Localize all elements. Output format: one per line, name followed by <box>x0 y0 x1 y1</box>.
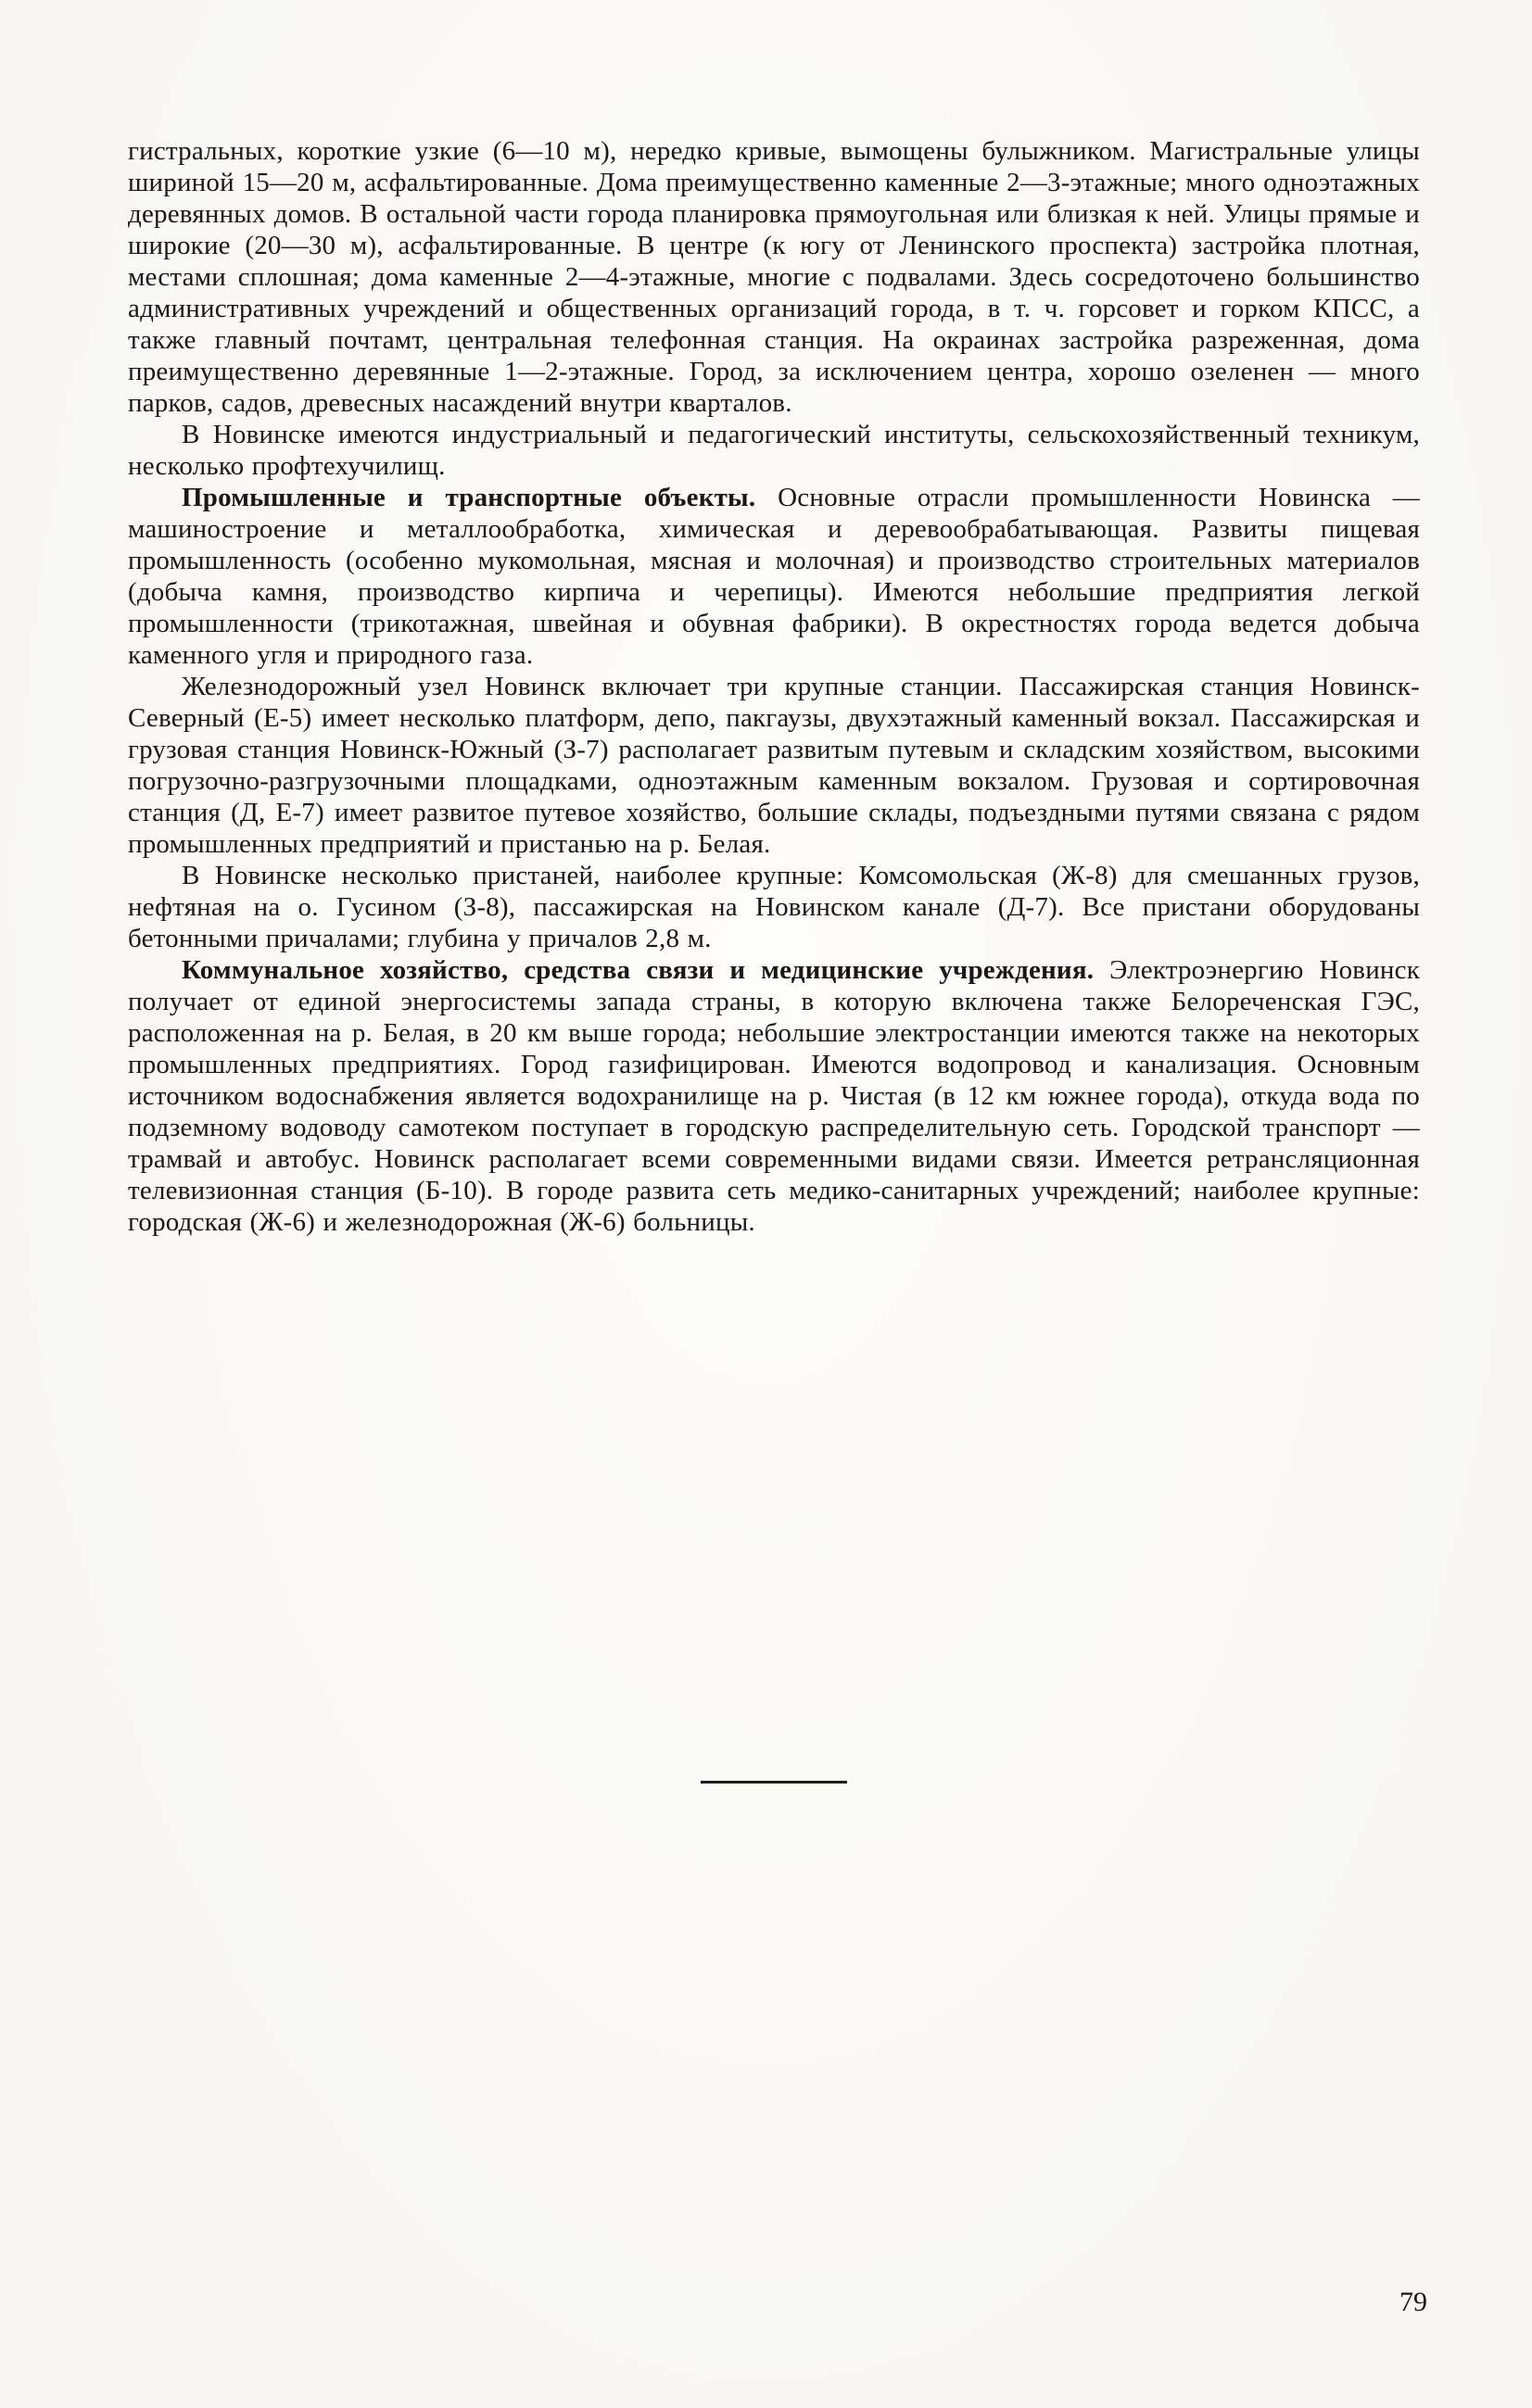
paragraph-text: Основные отрасли промышленности Новинска — машиностроение и металлообработка, химическая и деревообрабатывающая. Развиты пищевая промышленность (особенно мукомольная, мясная и молочная) и производство строительных материалов (добыча камня, производство кирпича и черепицы). Имеются небольшие предприятия легкой промышленности (трикотажная, швейная и обувная фабрики). В окрестностях города ведется добыча каменного угля и природного газа. <box>128 483 1420 670</box>
paragraph-education <box>128 419 1420 482</box>
paragraph-text: Железнодорожный узел Новинск включает три крупные станции. Пассажирская станция Новинск-Северный (Е-5) имеет несколько платформ, депо, пакгаузы, двухэтажный каменный вокзал. Пассажирская и грузовая станция Новинск-Южный (З-7) располагает развитым путевым и складским хозяйством, высокими погрузочно-разгрузочными площадками, одноэтажным каменным вокзалом. Грузовая и сортировочная станция (Д, Е-7) имеет развитое путевое хозяйство, большие склады, подъездными путями связана с рядом промышленных предприятий и пристанью на р. Белая. <box>128 672 1420 859</box>
paragraph-industry <box>128 482 1420 671</box>
paragraph-railway <box>128 671 1420 860</box>
paragraph-piers <box>128 860 1420 954</box>
paragraph-text: В Новинске несколько пристаней, наиболее крупные: Комсомольская (Ж-8) для смешанных грузов, нефтяная на о. Гусином (З-8), пассажирская на Новинском канале (Д-7). Все пристани оборудованы бетонными причалами; глубина у причалов 2,8 м. <box>128 861 1420 953</box>
paragraph-text: гистральных, короткие узкие (6—10 м), нередко кривые, вымощены булыжником. Магистральные улицы шириной 15—20 м, асфальтированные. Дома преимущественно каменные 2—3-этажные; много одноэтажных деревянных домов. В остальной части города планировка прямоугольная или близкая к ней. Улицы прямые и широкие (20—30 м), асфальтированные. В центре (к югу от Ленинского проспекта) застройка плотная, местами сплошная; дома каменные 2—4-этажные, многие с подвалами. Здесь сосредоточено большинство административных учреждений и общественных организаций города, в т. ч. горсовет и горком КПСС, а также главный почтамт, центральная телефонная станция. На окраинах застройка разреженная, дома преимущественно деревянные 1—2-этажные. Город, за исключением центра, хорошо озеленен — много парков, садов, древесных насаждений внутри кварталов. <box>128 136 1420 418</box>
paragraph-lead-utilities: Коммунальное хозяйство, средства связи и медицинские учреждения. <box>182 955 1095 985</box>
text-block <box>128 135 1420 1238</box>
section-divider <box>701 1781 847 1784</box>
paragraph-text: Электроэнергию Новинск получает от единой энергосистемы запада страны, в которую включена также Белореченская ГЭС, расположенная на р. Белая, в 20 км выше города; небольшие электростанции имеются также на некоторых промышленных предприятиях. Город газифицирован. Имеются водопровод и канализация. Основным источником водоснабжения является водохранилище на р. Чистая (в 12 км южнее города), откуда вода по подземному водоводу самотеком поступает в городскую распределительную сеть. Городской транспорт — трамвай и автобус. Новинск располагает всеми современными видами связи. Имеется ретрансляционная телевизионная станция (Б-10). В городе развита сеть медико-санитарных учреждений; наиболее крупные: городская (Ж-6) и железнодорожная (Ж-6) больницы. <box>128 955 1421 1237</box>
paragraph-utilities <box>128 954 1420 1238</box>
paragraph-lead-industry: Промышленные и транспортные объекты. <box>182 483 756 512</box>
paragraph-text: В Новинске имеются индустриальный и педагогический институты, сельскохозяйственный техникум, несколько профтехучилищ. <box>128 420 1420 481</box>
paragraph-streets <box>128 135 1420 419</box>
page-number: 79 <box>1399 2287 1427 2317</box>
